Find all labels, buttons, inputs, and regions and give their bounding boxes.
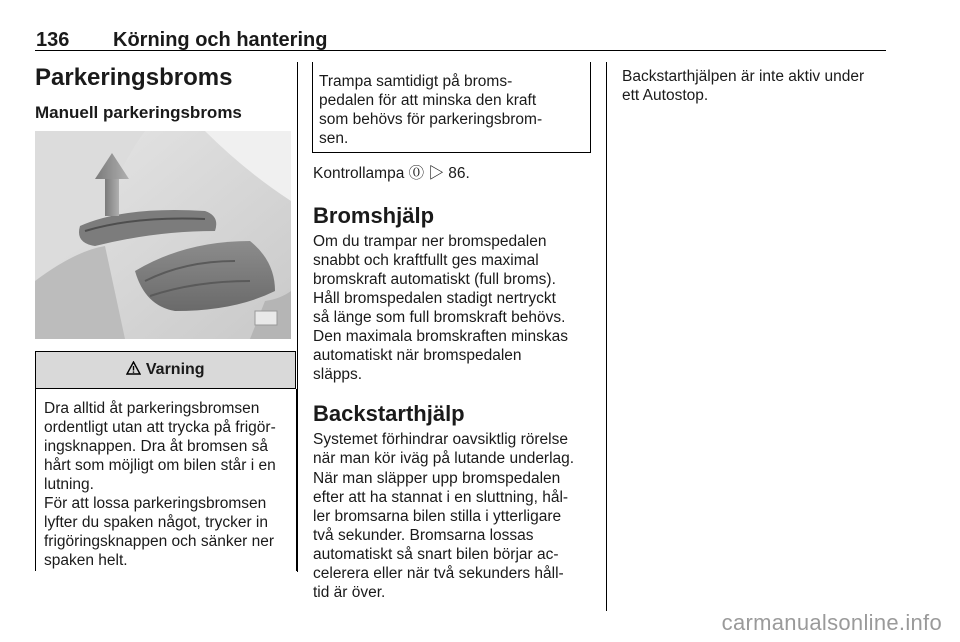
watermark: carmanualsonline.info bbox=[721, 610, 942, 635]
column-rule-right bbox=[606, 62, 607, 611]
hill-start-title: Backstarthjälp bbox=[313, 401, 465, 426]
warning-triangle-icon bbox=[126, 361, 145, 378]
control-lamp-line: Kontrollampa ⓪ ▷ 86. bbox=[313, 165, 470, 182]
parking-brake-lamp-icon: ⓪ bbox=[408, 165, 425, 182]
page-reference-icon: ▷ bbox=[428, 165, 444, 182]
section-title: Parkeringsbroms bbox=[35, 64, 233, 91]
parking-brake-illustration bbox=[35, 131, 291, 339]
hill-start-paragraph-1: Systemet förhindrar oavsiktlig rörelse när man kör iväg på lutande underlag. bbox=[313, 431, 575, 467]
warning-paragraph-2: För att lossa parkeringsbromsen lyfter du spaken något, trycker in frigöringsknappen och sänker ner spaken helt. bbox=[44, 495, 275, 569]
brake-assist-paragraph-1: Om du trampar ner bromspedalen snabbt och kraftfullt ges maximal bromskraft automatiskt (full broms). bbox=[313, 233, 556, 288]
page-reference-number: 86. bbox=[448, 165, 470, 182]
right-column-text: Backstarthjälpen är inte aktiv under ett Autostop. bbox=[622, 68, 865, 104]
warning-box bbox=[35, 351, 297, 571]
warning-header bbox=[35, 351, 296, 389]
note-box bbox=[312, 62, 591, 153]
warning-title: Varning bbox=[145, 361, 205, 378]
note-text: Trampa samtidigt på broms- pedalen för att minska den kraft som behövs för parkeringsbrom- sen. bbox=[319, 73, 543, 147]
header-rule bbox=[35, 50, 886, 51]
warning-paragraph-1: Dra alltid åt parkeringsbromsen ordentligt utan att trycka på frigör- ingsknappen. Dra åt bromsen så hårt som möjligt om bilen står i en lutning. bbox=[44, 400, 276, 493]
page-number: 136 bbox=[36, 29, 70, 51]
running-head: Körning och hantering bbox=[113, 29, 328, 51]
brake-assist-paragraph-2: Håll bromspedalen stadigt nertryckt så länge som full bromskraft behövs. Den maximala bromskraften minskas automatiskt när bromspedalen släpps. bbox=[313, 290, 568, 383]
column-rule-left bbox=[297, 62, 298, 572]
parking-brake-photo bbox=[35, 131, 291, 339]
sub-title: Manuell parkeringsbroms bbox=[35, 103, 242, 122]
brake-assist-title: Bromshjälp bbox=[313, 203, 435, 228]
hill-start-paragraph-2: När man släpper upp bromspedalen efter att ha stannat i en sluttning, hål- ler bromsarna bilen stilla i ytterligare två sekunder. Bromsarna lossas automatiskt så snart bilen börjar ac- celerera eller när två sekunders håll- tid är över. bbox=[313, 470, 569, 601]
